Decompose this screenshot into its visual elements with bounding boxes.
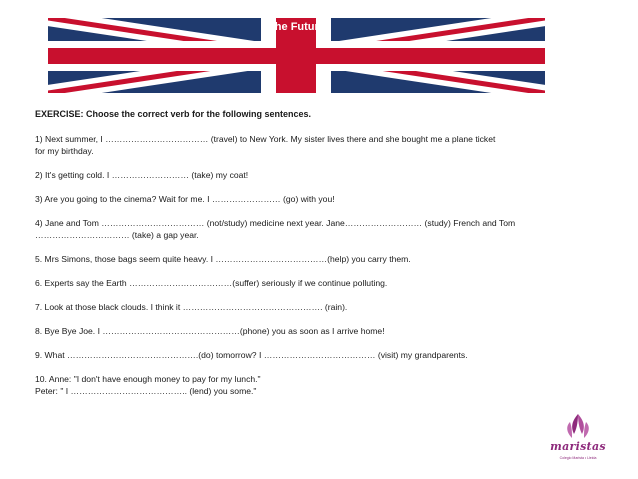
exercise-item [35,325,555,337]
logo-wordmark: maristas [550,440,606,453]
exercise-item [35,193,555,205]
exercise-line: for my birthday. [35,146,94,156]
exercise-line: 10. Anne: "I don't have enough money to pay for my lunch." [35,374,261,384]
exercise-line: 5. Mrs Simons, those bags seem quite heavy. I …………………………………(help) you carry them. [35,254,411,264]
exercise-line: 7. Look at those black clouds. I think it …………………………………………. (rain). [35,302,348,312]
maristas-emblem-icon [548,412,608,442]
exercise-item [35,169,555,181]
exercise-line: 4) Jane and Tom ……………………………… (not/study) medicine next year. Jane……………………… (study) French and Tom [35,218,516,228]
exercise-item [35,217,555,241]
exercise-line: 2) It's getting cold. I ……………………… (take) my coat! [35,170,249,180]
maristas-logo [548,412,608,470]
exercise-line: 6. Experts say the Earth ………………………………(suffer) seriously if we continue polluting. [35,278,388,288]
exercise-line: 9. What ……………………………………….(do) tomorrow? I ………………………………… (visit) my grandparents. [35,350,468,360]
exercise-line: 8. Bye Bye Joe. I …………………………………………(phone) you as soon as I arrive home! [35,326,385,336]
union-jack-banner [48,18,545,93]
exercise-line: …………………………… (take) a gap year. [35,230,199,240]
exercise-line: 3) Are you going to the cinema? Wait for me. I …………………… (go) with you! [35,194,335,204]
exercise-item [35,133,555,157]
exercise-line: 1) Next summer, I ……………………………… (travel) to New York. My sister lives there and she bought me a plane ticket [35,134,496,144]
slide-title: The Future [268,21,325,33]
exercise-item [35,373,555,397]
exercise-item [35,277,555,289]
exercise-item [35,349,555,361]
exercise-heading: EXERCISE: Choose the correct verb for the following sentences. [35,109,312,119]
exercise-content [35,108,555,409]
exercise-line: Peter: " I ………………………………….. (lend) you some." [35,386,257,396]
exercise-item [35,253,555,265]
logo-tagline: Colegio Marista • Lleida [559,456,597,460]
exercise-item [35,301,555,313]
